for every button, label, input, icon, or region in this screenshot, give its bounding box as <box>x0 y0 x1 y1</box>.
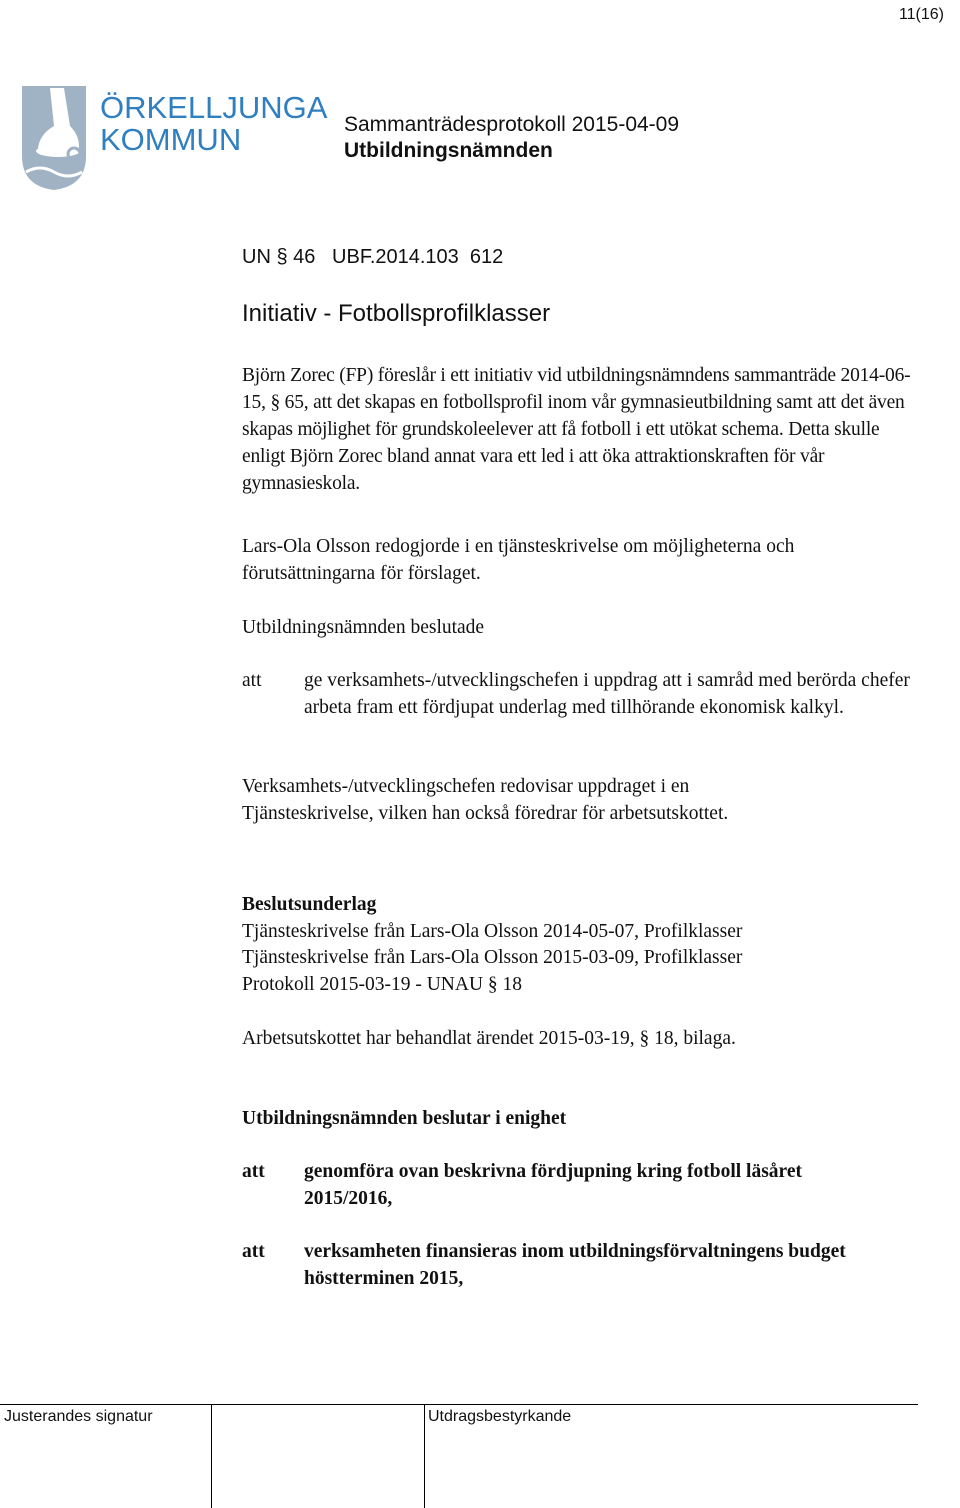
basis-item: Protokoll 2015-03-19 - UNAU § 18 <box>242 974 523 995</box>
municipality-logo <box>20 82 328 192</box>
logo-text-line1: ÖRKELLJUNGA <box>100 90 328 125</box>
basis-heading: Beslutsunderlag <box>242 894 377 915</box>
decision-prefix: att <box>242 1241 265 1262</box>
protocol-title: Sammanträdesprotokoll 2015-04-09 <box>344 113 680 136</box>
case-reference: UN § 46 UBF.2014.103 612 <box>242 246 504 268</box>
basis-item: Tjänsteskrivelse från Lars-Ola Olsson 2015-03-09, Profilklasser <box>242 947 743 968</box>
committee-name: Utbildningsnämnden <box>344 139 553 162</box>
extract-certification-label: Utdragsbestyrkande <box>428 1408 572 1425</box>
decision-prefix: att <box>242 1161 265 1182</box>
decision-prefix: att <box>242 670 262 691</box>
item-title: Initiativ - Fotbollsprofilklasser <box>242 300 551 327</box>
logo-text-line2: KOMMUN <box>100 122 242 157</box>
decision-text: genomföra ovan beskrivna fördjupning kring fotboll läsåret 2015/2016, <box>304 1161 803 1209</box>
committee-note: Arbetsutskottet har behandlat ärendet 2015-03-19, § 18, bilaga. <box>242 1028 736 1049</box>
footer-divider <box>0 1404 918 1405</box>
footer-column-divider <box>424 1405 425 1508</box>
footer-column-divider <box>211 1405 212 1508</box>
decision-heading: Utbildningsnämnden beslutar i enighet <box>242 1108 567 1129</box>
signature-label: Justerandes signatur <box>4 1408 153 1425</box>
background-paragraph: Björn Zorec (FP) föreslår i ett initiativ vid utbildningsnämndens sammanträde 2014-06-15, § 65, att det skapas en fotbollsprofil inom vår gymnasieutbildning samt att det även skapas möjlighet för grundskoleelever att få fotboll i ett utökat schema. Detta skulle enligt Björn Zorec bland annat vara ett led i att öka attraktionskraften för vår gymnasieskola. <box>242 365 911 494</box>
report-note: Verksamhets-/utvecklingschefen redovisar uppdraget i en Tjänsteskrivelse, vilken han också föredrar för arbetsutskottet. <box>242 776 729 824</box>
decided-intro: Utbildningsnämnden beslutade <box>242 617 485 638</box>
report-paragraph: Lars-Ola Olsson redogjorde i en tjänsteskrivelse om möjligheterna och förutsättningarna för förslaget. <box>242 536 795 584</box>
page-number: 11(16) <box>898 6 944 23</box>
decision-text: ge verksamhets-/utvecklingschefen i uppdrag att i samråd med berörda chefer arbeta fram ett fördjupat underlag med tillhörande ekonomisk kalkyl. <box>304 670 910 718</box>
basis-item: Tjänsteskrivelse från Lars-Ola Olsson 2014-05-07, Profilklasser <box>242 921 743 942</box>
decision-text: verksamheten finansieras inom utbildningsförvaltningens budget höstterminen 2015, <box>304 1241 846 1289</box>
bell-emblem-icon <box>20 82 328 192</box>
